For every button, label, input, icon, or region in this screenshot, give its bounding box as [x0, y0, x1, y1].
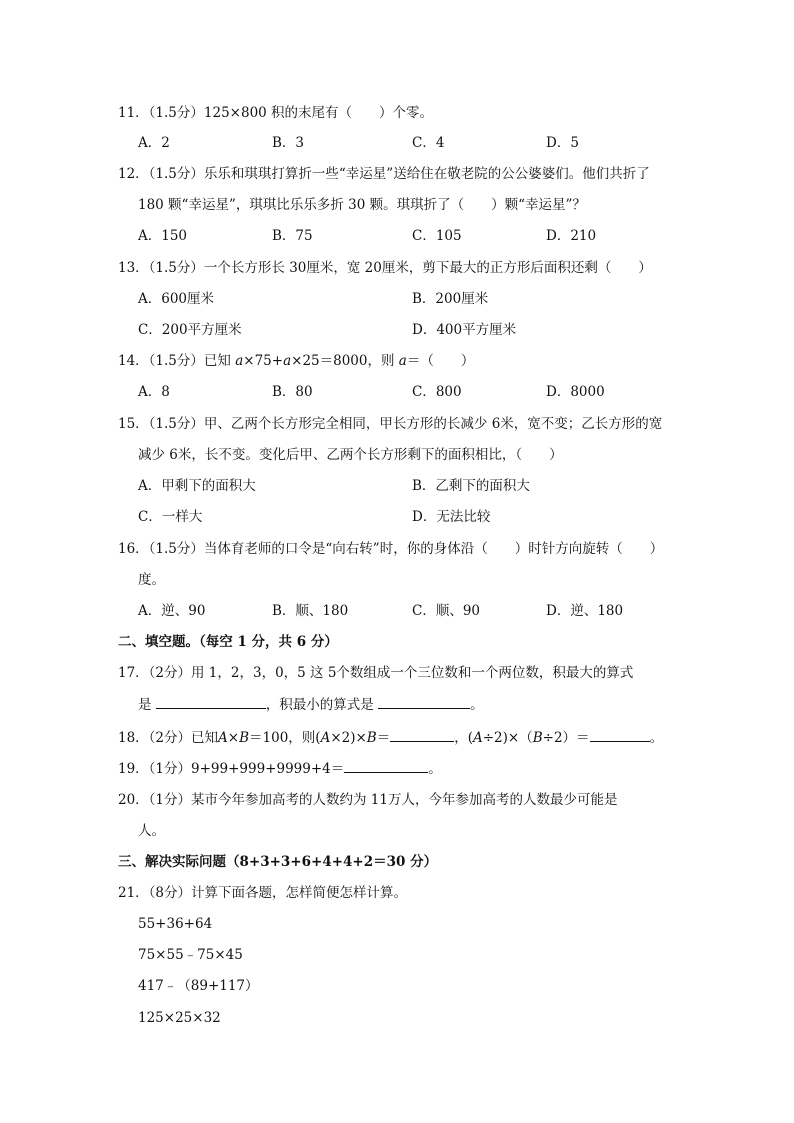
- q16-option-c[interactable]: C．顺、90: [412, 603, 481, 619]
- q17-text-c: 。: [470, 697, 484, 713]
- q18-var-A-3: A: [473, 730, 483, 746]
- q12-option-d[interactable]: D．210: [546, 228, 597, 244]
- question-15-line2: 减少 6米，长不变。变化后甲、乙两个长方形剩下的面积相比，（ ）: [138, 447, 563, 463]
- q14-option-a[interactable]: A．8: [138, 384, 170, 400]
- question-20-line2: 人。: [138, 823, 165, 839]
- q18-var-A: A: [218, 730, 228, 746]
- q13-option-a[interactable]: A．600厘米: [138, 291, 215, 307]
- q15-option-a[interactable]: A．甲剩下的面积大: [138, 478, 256, 494]
- question-14: [118, 351, 474, 371]
- question-12-line1: 12．（1.5分）乐乐和琪琪打算折一些“幸运星”送给住在敬老院的公公婆婆们。他们共折了: [118, 166, 650, 182]
- question-19: [118, 758, 442, 779]
- q14-var-a: a: [235, 353, 244, 369]
- section-2-heading: 二、填空题。（每空 1 分，共 6 分）: [118, 634, 338, 650]
- q16-option-b[interactable]: B．顺、180: [272, 603, 349, 619]
- question-20-line1: 20．（1分）某市今年参加高考的人数约为 11万人，今年参加高考的人数最少可能是: [118, 792, 618, 808]
- q14-option-b[interactable]: B．80: [272, 384, 313, 400]
- q13-option-c[interactable]: C．200平方厘米: [138, 322, 242, 338]
- q21-calc-4: 125×25×32: [138, 1010, 221, 1026]
- q12-option-c[interactable]: C．105: [412, 228, 462, 244]
- question-13: 13．（1.5分）一个长方形长 30厘米，宽 20厘米，剪下最大的正方形后面积还剩（ ）: [118, 260, 652, 276]
- q14-var-a-2: a: [283, 353, 292, 369]
- question-18: [118, 727, 663, 748]
- question-16-line2: 度。: [138, 572, 165, 588]
- q11-option-b[interactable]: B．3: [272, 135, 305, 151]
- question-16-line1: 16．（1.5分）当体育老师的口令是“向右转”时，你的身体沿（ ）时针方向旋转（ ）: [118, 541, 664, 557]
- q18-t4: ＝: [376, 730, 391, 746]
- q14-suffix: ＝（ ）: [406, 353, 475, 369]
- question-17-line1: 17．（2分）用 1，2，3，0，5 这 5个数组成一个三位数和一个两位数，积最大的算式: [118, 665, 634, 681]
- q18-var-B-3: B: [532, 730, 543, 746]
- q18-t5: ，(: [454, 730, 473, 746]
- q15-option-d[interactable]: D．无法比较: [412, 509, 491, 525]
- q19-blank[interactable]: [344, 758, 428, 773]
- q21-calc-1: 55+36+64: [138, 916, 213, 932]
- q14-prefix: 14．（1.5分）已知: [118, 353, 236, 369]
- q11-option-a[interactable]: A．2: [138, 135, 170, 151]
- q18-var-A-2: A: [320, 730, 331, 746]
- q18-t8: 。: [649, 730, 664, 746]
- q15-option-b[interactable]: B．乙剩下的面积大: [412, 478, 530, 494]
- question-11: 11．（1.5分）125×800 积的末尾有（ ）个零。: [118, 105, 434, 121]
- q18-t1: ×: [227, 730, 240, 746]
- q13-option-d[interactable]: D．400平方厘米: [412, 322, 517, 338]
- q21-calc-2: 75×55﹣75×45: [138, 947, 243, 963]
- q19-prefix: 19．（1分）9+99+999+9999+4＝: [118, 761, 345, 777]
- q11-option-d[interactable]: D．5: [546, 135, 579, 151]
- q18-var-B-2: B: [366, 730, 377, 746]
- q14-mid1: ×75+: [243, 353, 284, 369]
- q18-prefix: 18．（2分）已知: [118, 730, 219, 746]
- question-12-line2: 180 颗“幸运星”，琪琪比乐乐多折 30 颗。琪琪折了（ ）颗“幸运星”？: [138, 197, 586, 213]
- q18-blank-1[interactable]: [390, 727, 454, 742]
- q18-var-B: B: [239, 730, 250, 746]
- q14-mid2: ×25＝8000，则: [291, 353, 399, 369]
- q17-text-b: ，积最小的算式是: [265, 697, 379, 713]
- q14-option-d[interactable]: D．8000: [546, 384, 605, 400]
- q18-t6: ÷2)×（: [482, 730, 533, 746]
- question-21: 21．（8分）计算下面各题，怎样简便怎样计算。: [118, 885, 408, 901]
- q15-option-c[interactable]: C．一样大: [138, 509, 203, 525]
- q14-option-c[interactable]: C．800: [412, 384, 462, 400]
- q16-option-d[interactable]: D．逆、180: [546, 603, 624, 619]
- q17-blank-2[interactable]: [378, 694, 470, 709]
- q19-suffix: 。: [428, 761, 442, 777]
- q17-text-a: 是: [138, 697, 156, 713]
- q12-option-a[interactable]: A．150: [138, 228, 188, 244]
- q18-t3: ×2)×: [330, 730, 367, 746]
- question-17-line2: [138, 694, 484, 715]
- question-15-line1: 15．（1.5分）甲、乙两个长方形完全相同，甲长方形的长减少 6米，宽不变；乙长方形的宽: [118, 416, 663, 432]
- q13-option-b[interactable]: B．200厘米: [412, 291, 489, 307]
- q21-calc-3: 417﹣（89+117）: [138, 978, 259, 994]
- q12-option-b[interactable]: B．75: [272, 228, 313, 244]
- q11-option-c[interactable]: C．4: [412, 135, 445, 151]
- q16-option-a[interactable]: A．逆、90: [138, 603, 206, 619]
- q14-var-a-3: a: [398, 353, 407, 369]
- q18-blank-2[interactable]: [590, 727, 650, 742]
- q17-blank-1[interactable]: [156, 694, 266, 709]
- section-3-heading: 三、解决实际问题（8+3+3+6+4+4+2＝30 分）: [118, 854, 438, 870]
- q18-t7: ÷2）＝: [542, 730, 590, 746]
- q18-t2: ＝100，则(: [249, 730, 321, 746]
